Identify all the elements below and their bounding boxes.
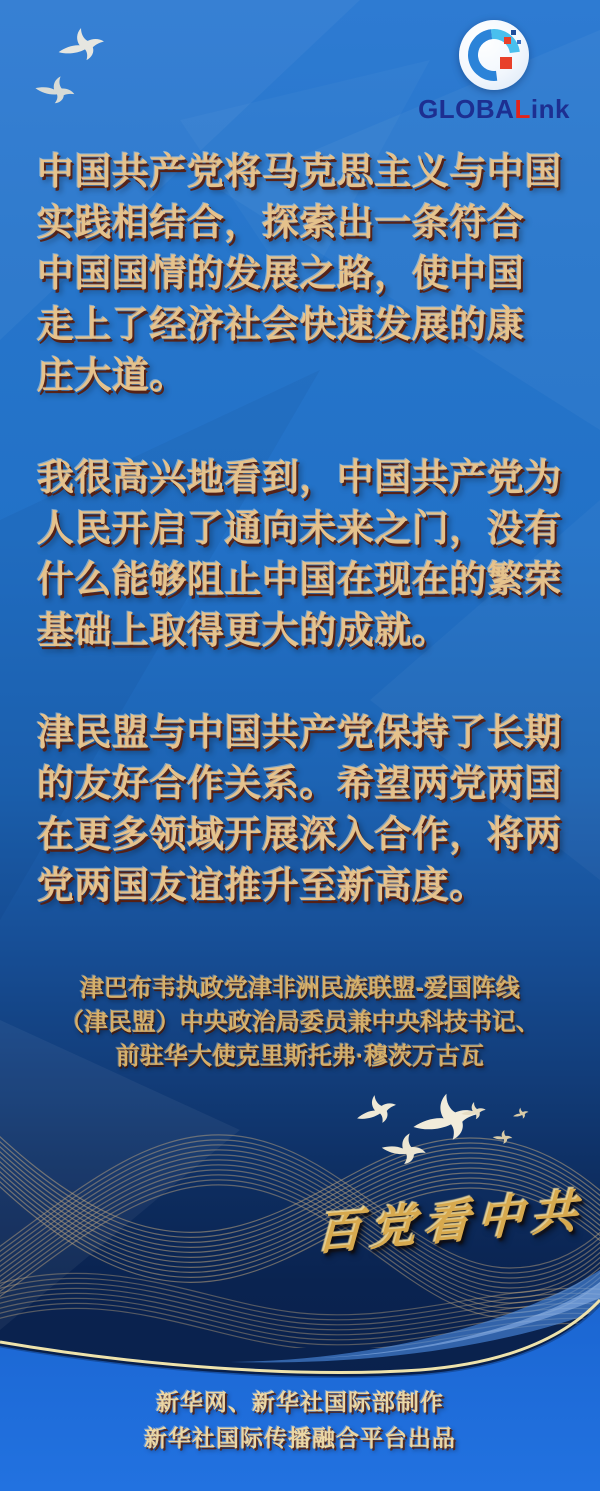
- globe-swirl: [458, 19, 531, 92]
- series-title-calligraphy: 百党看中共: [315, 1184, 587, 1260]
- dove-icon: [31, 69, 81, 111]
- dove-icon: [54, 23, 111, 68]
- attribution-line: 前驻华大使克里斯托弗·穆茨万古瓦: [116, 1043, 484, 1070]
- quote-line: 津民盟与中国共产党保持了长期: [37, 712, 562, 753]
- globalink-globe-icon: [459, 20, 529, 90]
- quote-line: 什么能够阻止中国在现在的繁荣: [37, 559, 562, 600]
- globe-red-square: [500, 57, 512, 69]
- quote-line: 实践相结合，探索出一条符合: [37, 202, 525, 243]
- quote-paragraph-2: [37, 452, 563, 656]
- brand-accent: L: [514, 94, 531, 124]
- dove-flock: [340, 1085, 550, 1180]
- quote-line: 走上了经济社会快速发展的康: [37, 304, 525, 345]
- footer-line: 新华网、新华社国际部制作: [156, 1389, 444, 1415]
- quote-block: [0, 146, 600, 962]
- quote-paragraph-1: [37, 146, 563, 401]
- quote-line: 在更多领域开展深入合作，将两: [37, 814, 562, 855]
- dove-icon: [459, 1100, 488, 1122]
- dove-icon: [491, 1128, 515, 1147]
- quote-line: 人民开启了通向未来之门，没有: [37, 508, 562, 549]
- quote-line: 中国共产党将马克思主义与中国: [37, 151, 562, 192]
- quote-line: 基础上取得更大的成就。: [37, 610, 450, 651]
- globe-pixel: [517, 40, 521, 44]
- dove-icon: [511, 1106, 531, 1122]
- quote-line: 我很高兴地看到，中国共产党为: [37, 457, 562, 498]
- quote-line: 庄大道。: [37, 355, 187, 396]
- brand-prefix: GLOBA: [418, 94, 515, 124]
- globe-pixel: [511, 30, 516, 35]
- quote-line: 党两国友谊推升至新高度。: [37, 865, 487, 906]
- quote-paragraph-3: [37, 707, 563, 911]
- quote-line: 的友好合作关系。希望两党两国: [37, 763, 562, 804]
- footer-credits: [0, 1384, 600, 1456]
- attribution-line: 津巴布韦执政党津非洲民族联盟-爱国阵线: [80, 975, 520, 1002]
- attribution-line: （津民盟）中央政治局委员兼中央科技书记、: [60, 1009, 540, 1036]
- globe-red-dot: [504, 37, 511, 44]
- speaker-attribution: [0, 972, 600, 1074]
- bottom-swoosh-decoration: [0, 1268, 600, 1491]
- footer-line: 新华社国际传播融合平台出品: [144, 1425, 456, 1451]
- dove-icon: [351, 1088, 404, 1132]
- brand-suffix: ink: [530, 94, 570, 124]
- quote-line: 中国国情的发展之路，使中国: [37, 253, 525, 294]
- globalink-logo: [404, 20, 584, 122]
- brand-wordmark: [418, 96, 570, 122]
